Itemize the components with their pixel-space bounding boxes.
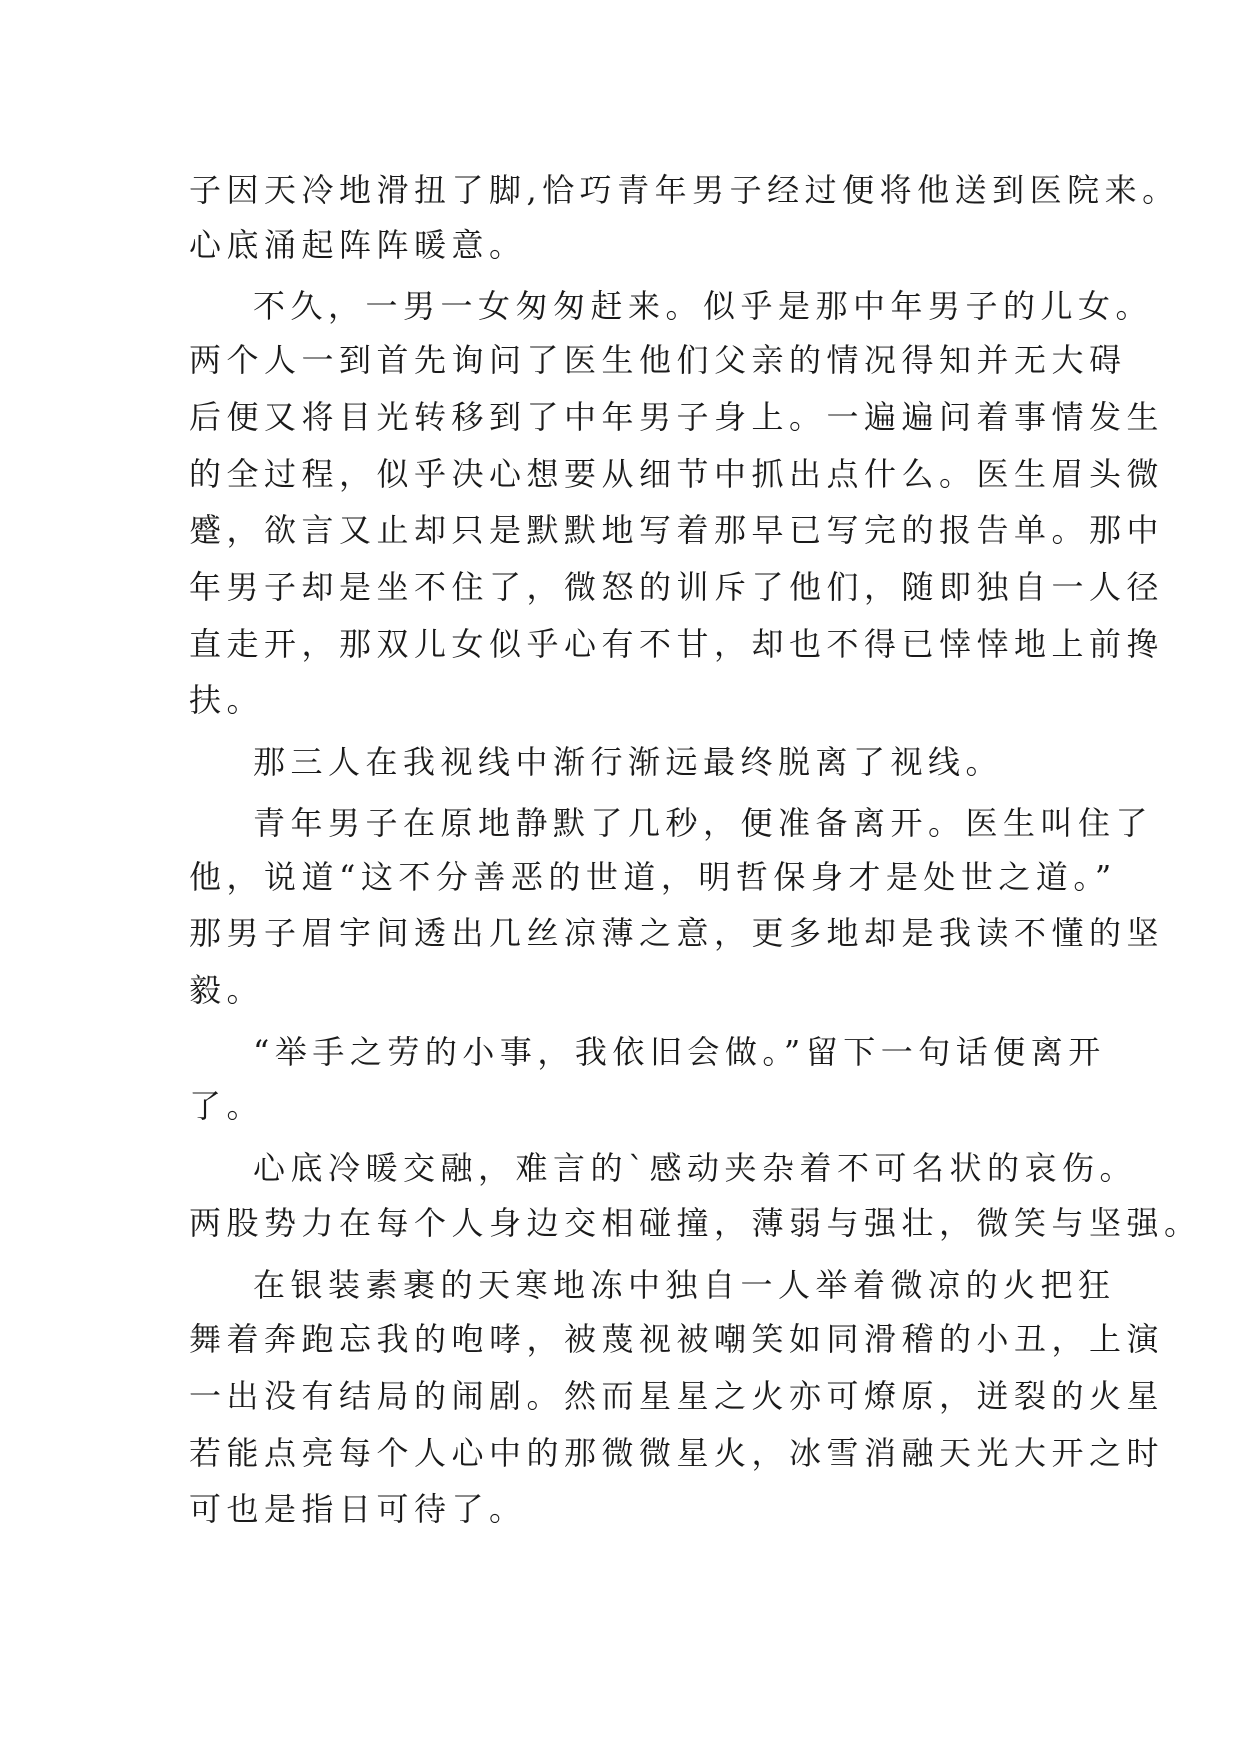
text-line: 可也是指日可待了。	[189, 1490, 527, 1528]
text-line: 那三人在我视线中渐行渐远最终脱离了视线。	[253, 743, 1004, 781]
text-line: 一出没有结局的闹剧。然而星星之火亦可燎原，迸裂的火星	[189, 1377, 1165, 1415]
text-line: 青年男子在原地静默了几秒，便准备离开。医生叫住了	[253, 804, 1154, 842]
text-line: 两股势力在每个人身边交相碰撞，薄弱与强壮，微笑与坚强。	[189, 1204, 1202, 1242]
text-line: 直走开，那双儿女似乎心有不甘，却也不得已悻悻地上前搀	[189, 625, 1165, 663]
text-line: 若能点亮每个人心中的那微微星火，冰雪消融天光大开之时	[189, 1434, 1165, 1472]
text-line: 的全过程，似乎决心想要从细节中抓出点什么。医生眉头微	[189, 455, 1165, 493]
text-line: 不久，一男一女匆匆赶来。似乎是那中年男子的儿女。	[253, 287, 1154, 325]
text-line: “举手之劳的小事，我依旧会做。”留下一句话便离开	[253, 1033, 1106, 1071]
text-line: 两个人一到首先询问了医生他们父亲的情况得知并无大碍	[189, 341, 1127, 379]
text-line: 心底涌起阵阵暖意。	[189, 226, 527, 264]
text-line: 他，说道“这不分善恶的世道，明哲保身才是处世之道。”	[189, 858, 1117, 896]
text-line: 扶。	[189, 681, 265, 719]
text-line: 子因天冷地滑扭了脚,恰巧青年男子经过便将他送到医院来。	[189, 171, 1180, 209]
text-line: 后便又将目光转移到了中年男子身上。一遍遍问着事情发生	[189, 398, 1165, 436]
text-line: 那男子眉宇间透出几丝凉薄之意，更多地却是我读不懂的坚	[189, 914, 1165, 952]
text-line: 年男子却是坐不住了，微怒的训斥了他们，随即独自一人径	[189, 568, 1165, 606]
text-line: 毅。	[189, 971, 265, 1009]
text-line: 了。	[189, 1087, 265, 1125]
text-line: 蹙，欲言又止却只是默默地写着那早已写完的报告单。那中	[189, 511, 1165, 549]
text-line: 在银装素裹的天寒地冻中独自一人举着微凉的火把狂	[253, 1266, 1116, 1304]
text-line: 舞着奔跑忘我的咆哮，被蔑视被嘲笑如同滑稽的小丑，上演	[189, 1320, 1165, 1358]
text-line: 心底冷暖交融，难言的`感动夹杂着不可名状的哀伤。	[253, 1149, 1138, 1187]
